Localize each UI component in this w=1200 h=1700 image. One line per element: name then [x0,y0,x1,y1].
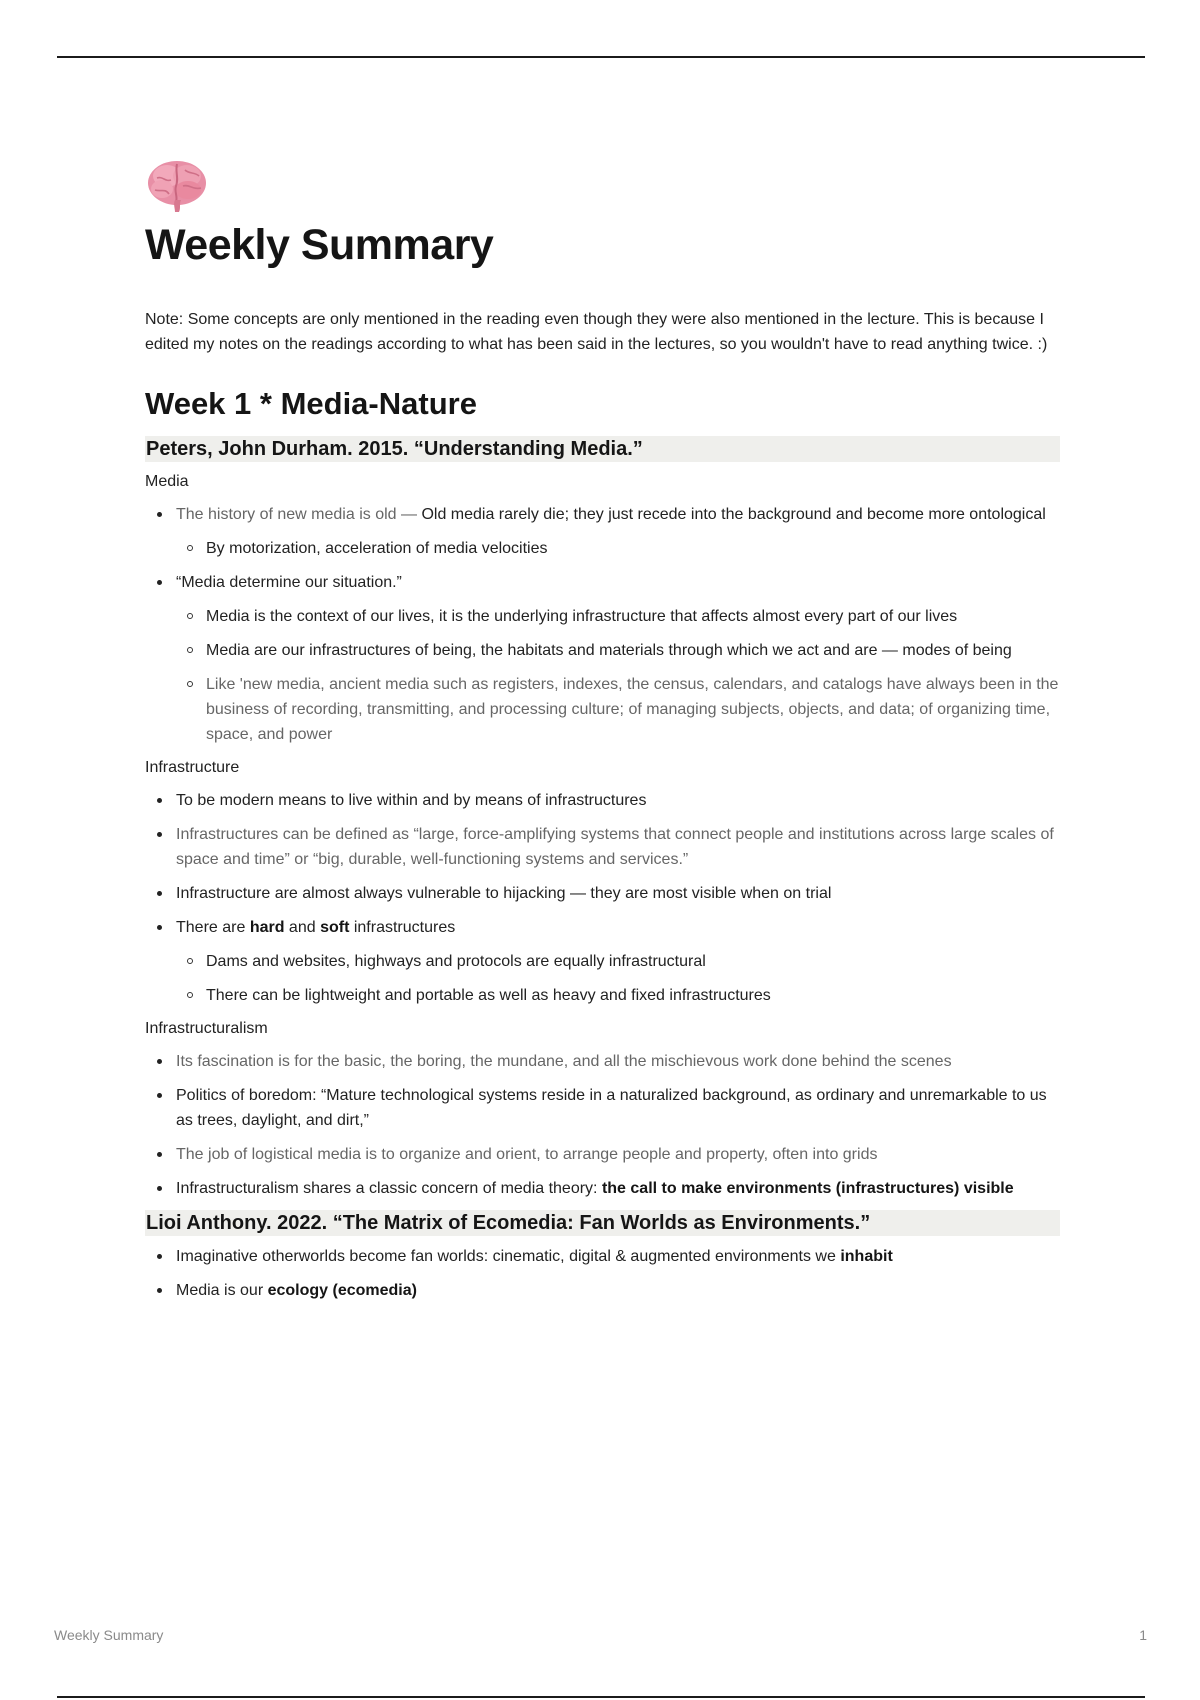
list-item: Infrastructure are almost always vulnerable to hijacking — they are most visible when on trial [176,881,1060,906]
bold-term: the call to make environments (infrastructures) visible [601,1180,1014,1198]
footer-page-number: 1 [1139,1627,1147,1643]
peters-reading-heading: Peters, John Durham. 2015. “Understanding Media.” [145,436,1060,462]
list-item: The job of logistical media is to organize and orient, to arrange people and property, often into grids [176,1142,1060,1167]
list-item-text: Old media rarely die; they just recede into the background and become more ontological [421,506,1046,524]
list-item-text: “Media determine our situation.” [176,574,402,592]
infrastructuralism-section-label: Infrastructuralism [145,1020,268,1038]
list-item-text: Media is our [176,1282,268,1300]
list-item-text: Imaginative otherworlds become fan worlds: cinematic, digital & augmented environments we [176,1248,841,1266]
sub-list [176,604,1060,747]
top-rule [57,56,1145,58]
infrastructure-list [145,788,1060,1008]
bottom-rule [57,1696,1145,1698]
list-item: Media is the context of our lives, it is the underlying infrastructure that affects almost every part of our lives [206,604,1060,629]
media-section-label: Media [145,473,189,491]
list-item-text: and [284,919,321,937]
list-item-text: Infrastructuralism shares a classic concern of media theory: [176,1180,602,1198]
sub-list [176,536,1060,561]
list-item [176,915,1060,1008]
list-item: Media are our infrastructures of being, the habitats and materials through which we act and are — modes of being [206,638,1060,663]
list-item: There can be lightweight and portable as well as heavy and fixed infrastructures [206,983,1060,1008]
list-item: Politics of boredom: “Mature technological systems reside in a naturalized background, as ordinary and unremarkable to us as trees, daylight, and dirt,” [176,1083,1060,1133]
list-item [176,1244,1060,1269]
document-body [145,156,1060,1312]
bold-term: inhabit [840,1248,893,1266]
list-item: To be modern means to live within and by means of infrastructures [176,788,1060,813]
intro-note: Note: Some concepts are only mentioned in the reading even though they were also mentioned in the lecture. This is because I edited my notes on the readings according to what has been said in the lectures, so you wouldn't have to read anything twice. :) [145,311,1048,354]
page-title: Weekly Summary [145,221,494,269]
week1-heading: Week 1 * Media-Nature [145,386,477,422]
lioi-reading-heading: Lioi Anthony. 2022. “The Matrix of Ecomedia: Fan Worlds as Environments.” [145,1210,1060,1236]
infrastructuralism-list [145,1049,1060,1201]
list-item [176,1278,1060,1303]
bold-term: soft [320,919,350,937]
list-item-text: The history of new media is old — [176,506,422,524]
infrastructure-section-label: Infrastructure [145,759,240,777]
sub-list [176,949,1060,1008]
list-item-text: There are [176,919,250,937]
bold-term: ecology (ecomedia) [267,1282,417,1300]
list-item [176,1176,1060,1201]
list-item [176,502,1060,561]
ecomedia-list [145,1244,1060,1303]
brain-icon [145,156,209,214]
list-item: Like 'new media, ancient media such as registers, indexes, the census, calendars, and catalogs have always been in the business of recording, transmitting, and processing culture; of managing subjects, objects, and data; of organizing time, space, and power [206,672,1060,747]
list-item: Its fascination is for the basic, the boring, the mundane, and all the mischievous work done behind the scenes [176,1049,1060,1074]
media-list [145,502,1060,747]
bold-term: hard [249,919,285,937]
list-item: By motorization, acceleration of media velocities [206,536,1060,561]
list-item: Dams and websites, highways and protocols are equally infrastructural [206,949,1060,974]
list-item: Infrastructures can be defined as “large, force-amplifying systems that connect people and institutions across large scales of space and time” or “big, durable, well-functioning systems and services.” [176,822,1060,872]
footer-document-title: Weekly Summary [54,1627,164,1643]
list-item-text: infrastructures [349,919,456,937]
list-item [176,570,1060,747]
